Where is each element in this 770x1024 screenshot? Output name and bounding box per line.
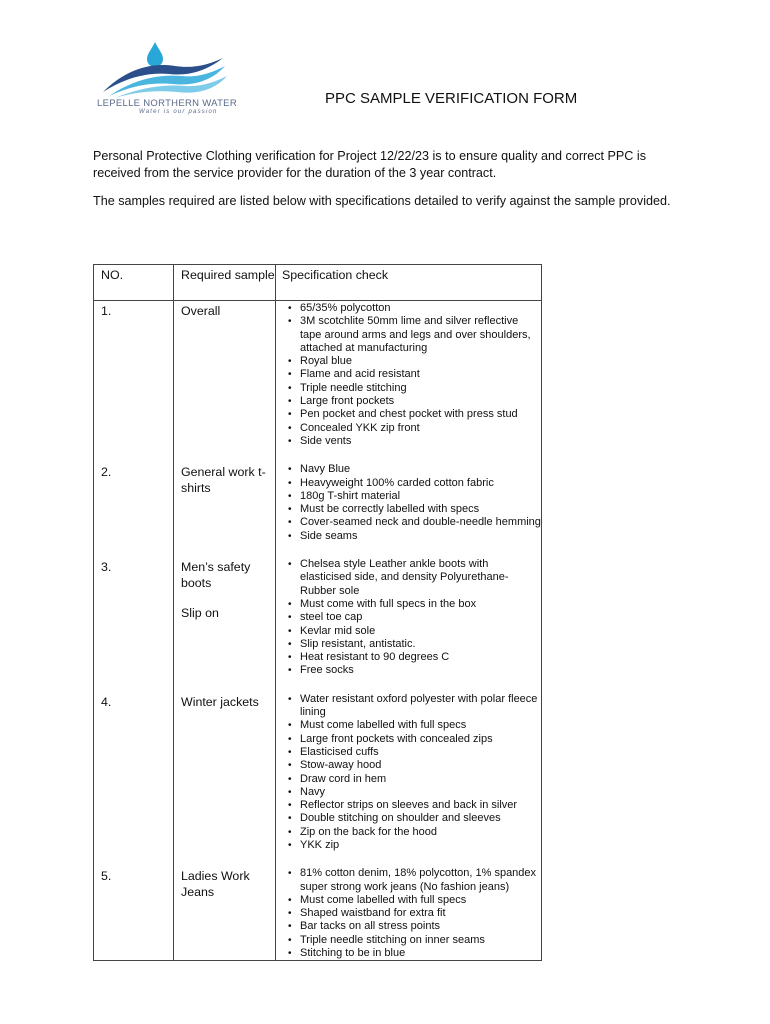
header-required-sample: Required sample — [174, 265, 276, 301]
row-sample-subtype: Slip on — [181, 606, 219, 621]
spec-item: • Slip resistant, antistatic. — [294, 638, 541, 651]
row-spec-cell — [276, 692, 542, 867]
spec-item: • Side vents — [294, 435, 541, 448]
table-row — [94, 557, 542, 692]
row-number: 2. — [94, 462, 174, 557]
row-sample-name: General work t-shirts — [174, 462, 276, 557]
table-row — [94, 692, 542, 867]
logo-company-name: LEPELLE NORTHERN WATER — [97, 98, 237, 109]
spec-item: • Water resistant oxford polyester with polar fleece lining — [294, 693, 541, 720]
spec-list — [282, 302, 541, 448]
spec-item: • Side seams — [294, 530, 541, 543]
spec-item: • Flame and acid resistant — [294, 368, 541, 381]
spec-item: • YKK zip — [294, 839, 541, 852]
company-logo — [95, 40, 235, 120]
table-row — [94, 462, 542, 557]
spec-item: • Heat resistant to 90 degrees C — [294, 651, 541, 664]
spec-item: • Elasticised cuffs — [294, 746, 541, 759]
row-number: 5. — [94, 866, 174, 961]
spec-item: • 65/35% polycotton — [294, 302, 541, 315]
spec-item: • Large front pockets with concealed zips — [294, 733, 541, 746]
spec-item: • Pen pocket and chest pocket with press stud — [294, 408, 541, 421]
spec-item: • Stow-away hood — [294, 759, 541, 772]
form-title: PPC SAMPLE VERIFICATION FORM — [325, 90, 578, 107]
row-spec-cell — [276, 557, 542, 692]
row-number: 1. — [94, 301, 174, 463]
row-sample-name: Winter jackets — [174, 692, 276, 867]
spec-item: • Free socks — [294, 664, 541, 677]
spec-item: • Kevlar mid sole — [294, 625, 541, 638]
row-sample-name: Overall — [174, 301, 276, 463]
logo-tagline: Water is our passion — [139, 109, 218, 115]
spec-item: • Triple needle stitching — [294, 382, 541, 395]
spec-item: • Bar tacks on all stress points — [294, 920, 541, 933]
spec-item: • 3M scotchlite 50mm lime and silver reflective tape around arms and legs and over shoulders, attached at manufacturing — [294, 315, 541, 355]
spec-list — [282, 867, 541, 960]
spec-item: • Navy — [294, 786, 541, 799]
table-header-row — [94, 265, 542, 301]
spec-item: • Chelsea style Leather ankle boots with elasticised side, and density Polyurethane-Rubber sole — [294, 558, 541, 598]
header-no: NO. — [94, 265, 174, 301]
spec-item: • Shaped waistband for extra fit — [294, 907, 541, 920]
spec-item: • Must come with full specs in the box — [294, 598, 541, 611]
ppc-specification-table — [93, 264, 542, 961]
spec-item: • Triple needle stitching on inner seams — [294, 934, 541, 947]
intro-paragraph: Personal Protective Clothing verification for Project 12/22/23 is to ensure quality and correct PPC is received from the service provider for the duration of the 3 year contract. — [93, 149, 646, 180]
row-spec-cell — [276, 301, 542, 463]
spec-item: • Heavyweight 100% carded cotton fabric — [294, 477, 541, 490]
row-number: 3. — [94, 557, 174, 692]
spec-item: • Reflector strips on sleeves and back in silver — [294, 799, 541, 812]
table-row — [94, 301, 542, 463]
table-row — [94, 866, 542, 961]
header-specification-check: Specification check — [276, 265, 542, 301]
spec-item: • Double stitching on shoulder and sleeves — [294, 812, 541, 825]
water-wave-logo-icon — [95, 40, 235, 100]
spec-item: • steel toe cap — [294, 611, 541, 624]
row-number: 4. — [94, 692, 174, 867]
spec-item: • Zip on the back for the hood — [294, 826, 541, 839]
spec-item: • Navy Blue — [294, 463, 541, 476]
spec-item: • Must come labelled with full specs — [294, 894, 541, 907]
spec-list — [282, 693, 541, 853]
spec-item: • Draw cord in hem — [294, 773, 541, 786]
spec-item: • 180g T-shirt material — [294, 490, 541, 503]
spec-item: • Large front pockets — [294, 395, 541, 408]
spec-list — [282, 558, 541, 678]
row-spec-cell — [276, 462, 542, 557]
row-sample-name: Men’s safety boots — [181, 560, 251, 591]
spec-item: • Royal blue — [294, 355, 541, 368]
instructions-paragraph: The samples required are listed below with specifications detailed to verify against the sample provided. — [93, 194, 671, 208]
spec-item: • Stitching to be in blue — [294, 947, 541, 960]
spec-item: • 81% cotton denim, 18% polycotton, 1% spandex super strong work jeans (No fashion jeans) — [294, 867, 541, 894]
spec-list — [282, 463, 541, 543]
row-sample-cell — [174, 557, 276, 692]
spec-item: • Must come labelled with full specs — [294, 719, 541, 732]
spec-item: • Cover-seamed neck and double-needle hemming — [294, 516, 541, 529]
row-sample-name: Ladies Work Jeans — [174, 866, 276, 961]
spec-item: • Concealed YKK zip front — [294, 422, 541, 435]
spec-item: • Must be correctly labelled with specs — [294, 503, 541, 516]
row-spec-cell — [276, 866, 542, 961]
